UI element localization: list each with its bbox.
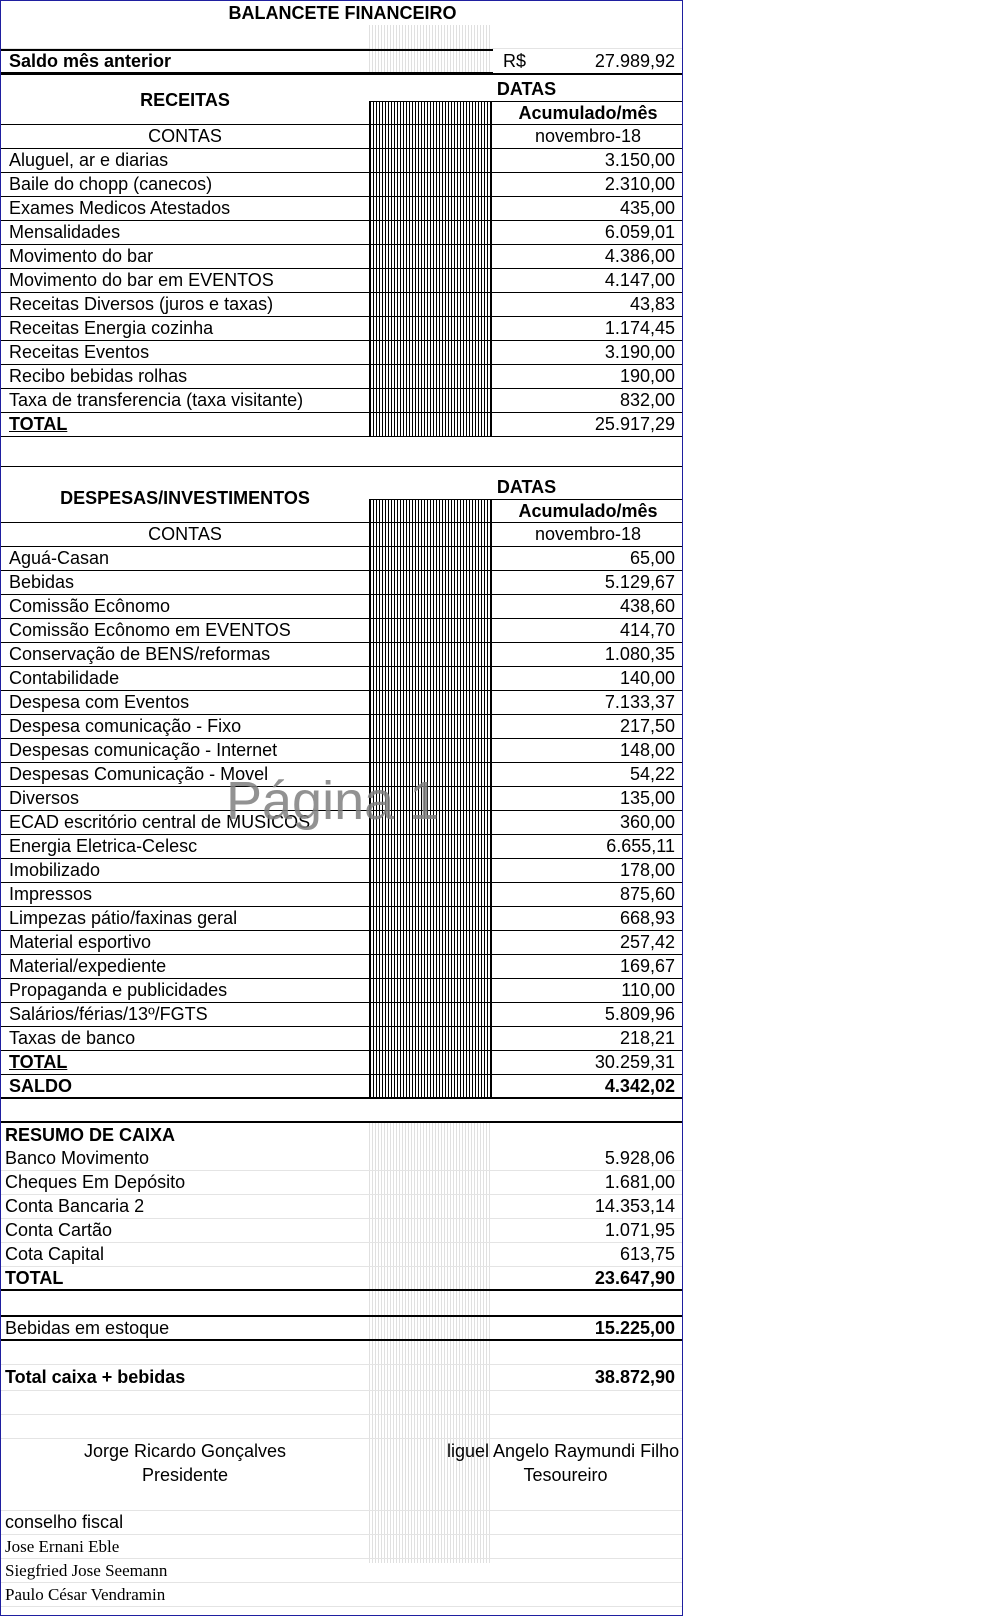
blank-row [1, 1391, 683, 1415]
receitas-row [1, 197, 683, 221]
saldo-anterior-currency: R$ [503, 50, 527, 71]
receitas-row-label: Movimento do bar em EVENTOS [9, 270, 274, 290]
resumo-heading-row [1, 1123, 683, 1147]
despesas-acumulado: Acumulado/mês [518, 500, 658, 521]
despesas-row-label: Contabilidade [9, 668, 120, 688]
bebidas-label: Bebidas em estoque [5, 1317, 170, 1338]
receitas-row [1, 173, 683, 197]
despesas-row-label: Diversos [9, 788, 80, 808]
conselho-member-name: Jose Ernani Eble [5, 1536, 120, 1556]
resumo-row [1, 1195, 683, 1219]
treasurer-name: liguel Angelo Raymundi Filho [447, 1440, 680, 1461]
receitas-row-label: Movimento do bar [9, 246, 154, 266]
receitas-acumulado: Acumulado/mês [518, 102, 658, 123]
saldo-row [1, 1075, 683, 1099]
resumo-row-label: Conta Bancaria 2 [5, 1196, 145, 1216]
despesas-row-label: Conservação de BENS/reformas [9, 644, 271, 664]
receitas-row [1, 389, 683, 413]
total-caixa-value: 38.872,90 [594, 1367, 675, 1387]
despesas-row [1, 1003, 683, 1027]
despesas-row-label: Comissão Ecônomo [9, 596, 171, 616]
receitas-datas: DATAS [496, 78, 557, 99]
receitas-row-value: 190,00 [619, 366, 675, 386]
despesas-row [1, 739, 683, 763]
president-role: Presidente [141, 1464, 229, 1485]
despesas-row-value: 257,42 [619, 932, 675, 952]
saldo-anterior-label: Saldo mês anterior [9, 50, 172, 71]
receitas-row-value: 6.059,01 [604, 222, 675, 242]
blank-row [1, 1487, 683, 1511]
resumo-row-label: Banco Movimento [5, 1148, 150, 1168]
resumo-row [1, 1171, 683, 1195]
despesas-row-label: Despesas Comunicação - Movel [9, 764, 269, 784]
despesas-row-label: Material esportivo [9, 932, 152, 952]
receitas-row-value: 4.147,00 [604, 270, 675, 290]
despesas-row-label: Impressos [9, 884, 93, 904]
receitas-total-label: TOTAL [9, 414, 68, 434]
resumo-total-label: TOTAL [5, 1267, 64, 1288]
despesas-row [1, 619, 683, 643]
receitas-row-label: Recibo bebidas rolhas [9, 366, 188, 386]
total-caixa-label: Total caixa + bebidas [5, 1367, 186, 1387]
receitas-row [1, 245, 683, 269]
receitas-total-value: 25.917,29 [594, 414, 675, 434]
despesas-row-label: Salários/férias/13º/FGTS [9, 1004, 208, 1024]
despesas-row-label: Propaganda e publicidades [9, 980, 228, 1000]
despesas-row-value: 178,00 [619, 860, 675, 880]
receitas-total-row [1, 413, 683, 437]
receitas-row [1, 317, 683, 341]
resumo-heading: RESUMO DE CAIXA [5, 1124, 176, 1145]
despesas-contas: CONTAS [148, 524, 222, 544]
despesas-datas: DATAS [496, 476, 557, 497]
receitas-contas-row [1, 125, 683, 149]
resumo-total-value: 23.647,90 [594, 1267, 675, 1288]
despesas-row-value: 1.080,35 [604, 644, 675, 664]
resumo-total-row [1, 1267, 683, 1291]
resumo-row-value: 5.928,06 [604, 1148, 675, 1168]
blank-row [1, 1341, 683, 1365]
resumo-row [1, 1243, 683, 1267]
blank-row [1, 1415, 683, 1439]
signature-names-row [1, 1439, 683, 1463]
resumo-row [1, 1147, 683, 1171]
conselho-label: conselho fiscal [5, 1512, 124, 1532]
receitas-row [1, 269, 683, 293]
blank-row [1, 1291, 683, 1317]
resumo-row-value: 613,75 [619, 1244, 675, 1264]
despesas-row [1, 955, 683, 979]
resumo-row-label: Cota Capital [5, 1244, 105, 1264]
despesas-row [1, 595, 683, 619]
receitas-row-value: 1.174,45 [604, 318, 675, 338]
saldo-anterior-row-values [1, 49, 683, 75]
receitas-row-label: Exames Medicos Atestados [9, 198, 231, 218]
resumo-row-value: 1.681,00 [604, 1172, 675, 1192]
conselho-member-row [1, 1535, 683, 1559]
despesas-row [1, 691, 683, 715]
despesas-acumulado-row [1, 499, 683, 523]
receitas-row [1, 221, 683, 245]
despesas-row-value: 148,00 [619, 740, 675, 760]
despesas-row-label: Despesa comunicação - Fixo [9, 716, 242, 736]
despesas-row-label: Taxas de banco [9, 1028, 136, 1048]
despesas-row [1, 571, 683, 595]
receitas-row-label: Taxa de transferencia (taxa visitante) [9, 390, 304, 410]
resumo-row [1, 1219, 683, 1243]
total-caixa-row [1, 1365, 683, 1391]
despesas-row [1, 835, 683, 859]
despesas-row [1, 859, 683, 883]
despesas-row [1, 883, 683, 907]
resumo-row-value: 14.353,14 [594, 1196, 675, 1216]
despesas-row [1, 763, 683, 787]
conselho-member-row [1, 1583, 683, 1607]
despesas-row [1, 979, 683, 1003]
despesas-row-value: 110,00 [621, 980, 675, 1000]
receitas-month: novembro-18 [534, 126, 642, 146]
title-row [1, 1, 683, 25]
receitas-row [1, 341, 683, 365]
despesas-row-value: 135,00 [619, 788, 675, 808]
despesas-datas-row [1, 475, 683, 499]
resumo-row-value: 1.071,95 [604, 1220, 675, 1240]
sheet-title: BALANCETE FINANCEIRO [228, 2, 457, 23]
despesas-row-label: Aguá-Casan [9, 548, 110, 568]
receitas-row-label: Baile do chopp (canecos) [9, 174, 213, 194]
receitas-row-value: 2.310,00 [604, 174, 675, 194]
receitas-contas: CONTAS [148, 126, 222, 146]
receitas-row-value: 435,00 [619, 198, 675, 218]
despesas-row-label: Energia Eletrica-Celesc [9, 836, 198, 856]
despesas-row-label: ECAD escritório central de MUSICOS [9, 812, 311, 832]
receitas-row-value: 3.150,00 [604, 150, 675, 170]
despesas-row-value: 217,50 [619, 716, 675, 736]
receitas-row [1, 149, 683, 173]
receitas-row [1, 293, 683, 317]
despesas-total-row [1, 1051, 683, 1075]
despesas-row-value: 54,22 [629, 764, 675, 784]
conselho-member-name: Siegfried Jose Seemann [5, 1560, 168, 1580]
despesas-row-value: 6.655,11 [606, 836, 675, 856]
president-name: Jorge Ricardo Gonçalves [83, 1440, 287, 1461]
receitas-row-value: 832,00 [619, 390, 675, 410]
despesas-row-label: Comissão Ecônomo em EVENTOS [9, 620, 291, 640]
despesas-row-label: Despesas comunicação - Internet [9, 740, 278, 760]
blank-row [1, 1099, 683, 1123]
despesas-row-label: Bebidas [9, 572, 75, 592]
despesas-row [1, 907, 683, 931]
despesas-row-value: 169,67 [619, 956, 675, 976]
despesas-row [1, 715, 683, 739]
receitas-row-value: 3.190,00 [604, 342, 675, 362]
page-watermark: Página 1 [226, 771, 440, 831]
despesas-row-value: 5.809,96 [604, 1004, 675, 1024]
receitas-heading: RECEITAS [140, 90, 230, 110]
signature-roles-row [1, 1463, 683, 1487]
blank-row [1, 437, 683, 467]
receitas-row-label: Aluguel, ar e diarias [9, 150, 169, 170]
treasurer-role: Tesoureiro [523, 1464, 608, 1485]
receitas-acumulado-row [1, 101, 683, 125]
despesas-row-value: 7.133,37 [604, 692, 675, 712]
despesas-contas-row [1, 523, 683, 547]
bebidas-value: 15.225,00 [594, 1317, 675, 1338]
receitas-row [1, 365, 683, 389]
saldo-anterior-value: 27.989,92 [594, 50, 675, 71]
resumo-row-label: Cheques Em Depósito [5, 1172, 186, 1192]
receitas-row-label: Receitas Eventos [9, 342, 150, 362]
despesas-total-label: TOTAL [9, 1052, 68, 1072]
despesas-row-value: 875,60 [619, 884, 675, 904]
despesas-row-label: Limpezas pátio/faxinas geral [9, 908, 238, 928]
despesas-row-value: 438,60 [619, 596, 675, 616]
despesas-month: novembro-18 [534, 524, 642, 544]
despesas-row-value: 218,21 [619, 1028, 675, 1048]
despesas-row-value: 5.129,67 [604, 572, 675, 592]
despesas-row [1, 1027, 683, 1051]
despesas-heading: DESPESAS/INVESTIMENTOS [60, 488, 310, 508]
blank-row [1, 25, 683, 49]
despesas-row [1, 787, 683, 811]
despesas-row-label: Despesa com Eventos [9, 692, 190, 712]
despesas-row-value: 414,70 [619, 620, 675, 640]
despesas-row-value: 65,00 [629, 548, 675, 568]
despesas-total-value: 30.259,31 [594, 1052, 675, 1072]
saldo-label: SALDO [9, 1075, 72, 1096]
bebidas-row [1, 1317, 683, 1341]
conselho-member-row [1, 1559, 683, 1583]
receitas-datas-row [1, 77, 683, 101]
despesas-row [1, 667, 683, 691]
receitas-row-label: Receitas Diversos (juros e taxas) [9, 294, 274, 314]
despesas-row-label: Material/expediente [9, 956, 167, 976]
receitas-row-value: 4.386,00 [604, 246, 675, 266]
despesas-row-value: 360,00 [619, 812, 675, 832]
despesas-row [1, 643, 683, 667]
receitas-row-label: Receitas Energia cozinha [9, 318, 214, 338]
despesas-row [1, 931, 683, 955]
despesas-row-label: Imobilizado [9, 860, 101, 880]
resumo-row-label: Conta Cartão [5, 1220, 113, 1240]
despesas-row-value: 140,00 [619, 668, 675, 688]
receitas-row-value: 43,83 [629, 294, 675, 314]
despesas-row [1, 811, 683, 835]
receitas-row-label: Mensalidades [9, 222, 121, 242]
despesas-row-value: 668,93 [619, 908, 675, 928]
saldo-value: 4.342,02 [604, 1075, 675, 1096]
conselho-member-name: Paulo César Vendramin [5, 1584, 166, 1604]
conselho-row [1, 1511, 683, 1535]
despesas-row [1, 547, 683, 571]
